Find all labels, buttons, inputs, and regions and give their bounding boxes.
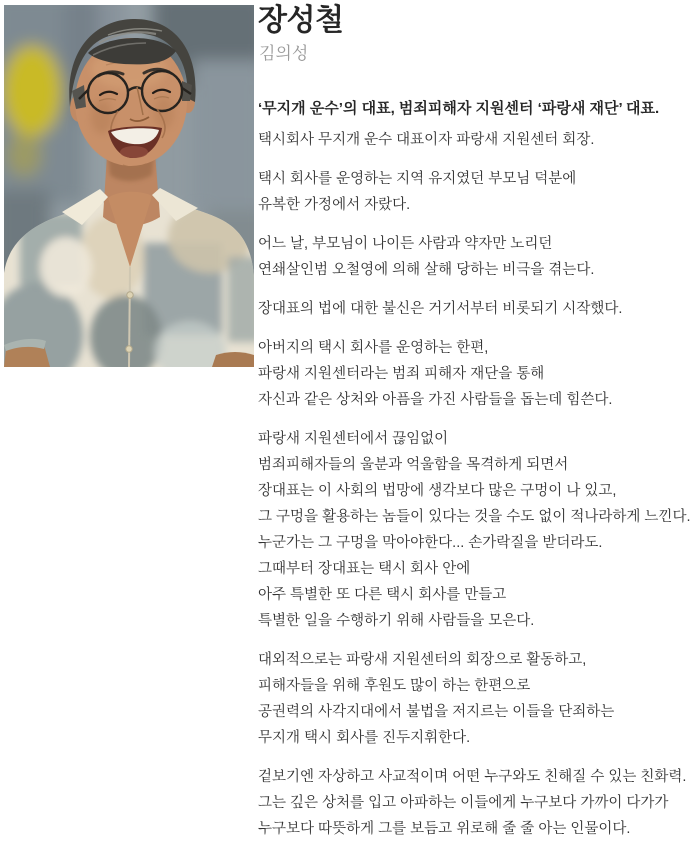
description-paragraph: 파랑새 지원센터에서 끊임없이 범죄피해자들의 울분과 억울함을 목격하게 되면서 장대표는 이 사회의 법망에 생각보다 많은 구멍이 나 있고, 그 구멍을 활용하는 놈들이 있다는 것을 수도 없이 적나라하게 느낀다. 누군가는 그 구멍을 막아야한다... 손가락질을 받더라도. 그때부터 장대표는 택시 회사 안에 아주 특별한 또 다른 택시 회사를 만들고 특별한 일을 수행하기 위해 사람들을 모은다. [258, 431, 691, 629]
description-paragraph: 장대표의 법에 대한 불신은 거기서부터 비롯되기 시작했다. [258, 301, 623, 317]
shirt-button [126, 346, 132, 352]
description-paragraph: 대외적으로는 파랑새 지원센터의 회장으로 활동하고, 피해자들을 위해 후원도 많이 하는 한편으로 공권력의 사각지대에서 불법을 저지르는 이들을 단죄하는 무지개 택시 회사를 진두지휘한다. [258, 652, 615, 746]
description-paragraph: 택시회사 무지개 운수 대표이자 파랑새 지원센터 회장. [258, 132, 595, 148]
character-photo [4, 5, 254, 367]
actor-name: 김의성 [259, 44, 309, 63]
description-paragraph: 아버지의 택시 회사를 운영하는 한편, 파랑새 지원센터라는 범죄 피해자 재단을 통해 자신과 같은 상처와 아픔을 가진 사람들을 돕는데 힘쓴다. [258, 340, 613, 408]
profile-content [258, 2, 696, 855]
description-paragraph: 택시 회사를 운영하는 지역 유지였던 부모님 덕분에 유복한 가정에서 자랐다. [258, 171, 577, 213]
description-paragraph: 어느 날, 부모님이 나이든 사람과 약자만 노리던 연쇄살인범 오철영에 의해 살해 당하는 비극을 겪는다. [258, 236, 595, 278]
shirt-button [127, 292, 133, 298]
lead-description: ‘무지개 운수’의 대표, 범죄피해자 지원센터 ‘파랑새 재단’ 대표. [258, 100, 660, 117]
portrait-illustration [4, 5, 254, 367]
description-paragraph: 겉보기엔 자상하고 사교적이며 어떤 누구와도 친해질 수 있는 친화력. 그는 깊은 상처를 입고 아파하는 이들에게 누구보다 가까이 다가가 누구보다 따뜻하게 그를 보듬고 위로해 줄 줄 아는 인물이다. [258, 769, 687, 837]
character-name: 장성철 [258, 4, 344, 37]
character-description [258, 127, 696, 842]
